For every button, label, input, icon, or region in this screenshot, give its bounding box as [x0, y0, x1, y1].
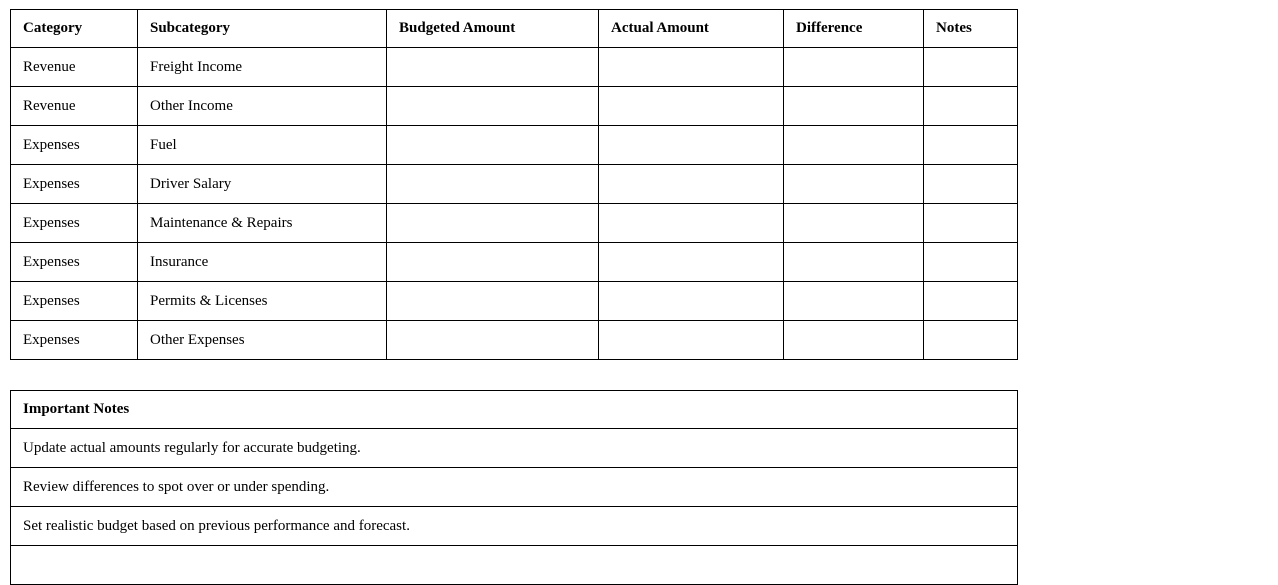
column-header-actual-amount: Actual Amount	[599, 10, 784, 48]
table-row	[11, 87, 1018, 126]
cell-subcategory: Fuel	[138, 126, 387, 165]
cell-budgeted-amount[interactable]	[387, 165, 599, 204]
cell-actual-amount[interactable]	[599, 165, 784, 204]
note-row	[11, 429, 1018, 468]
column-header-difference: Difference	[784, 10, 924, 48]
note-item: Review differences to spot over or under spending.	[11, 468, 1018, 507]
cell-notes[interactable]	[924, 243, 1018, 282]
cell-difference[interactable]	[784, 126, 924, 165]
cell-category: Expenses	[11, 321, 138, 360]
note-row-partial	[11, 546, 1018, 585]
cell-actual-amount[interactable]	[599, 204, 784, 243]
cell-budgeted-amount[interactable]	[387, 204, 599, 243]
cell-category: Expenses	[11, 126, 138, 165]
cell-actual-amount[interactable]	[599, 48, 784, 87]
cell-actual-amount[interactable]	[599, 243, 784, 282]
cell-budgeted-amount[interactable]	[387, 126, 599, 165]
cell-category: Expenses	[11, 165, 138, 204]
cell-budgeted-amount[interactable]	[387, 87, 599, 126]
cell-notes[interactable]	[924, 165, 1018, 204]
note-item-empty	[11, 546, 1018, 585]
notes-title: Important Notes	[11, 391, 1018, 429]
column-header-budgeted-amount: Budgeted Amount	[387, 10, 599, 48]
note-row	[11, 468, 1018, 507]
cell-subcategory: Driver Salary	[138, 165, 387, 204]
cell-category: Expenses	[11, 282, 138, 321]
cell-notes[interactable]	[924, 87, 1018, 126]
cell-subcategory: Insurance	[138, 243, 387, 282]
notes-table	[10, 390, 1018, 585]
cell-category: Expenses	[11, 243, 138, 282]
cell-actual-amount[interactable]	[599, 282, 784, 321]
cell-notes[interactable]	[924, 282, 1018, 321]
cell-difference[interactable]	[784, 321, 924, 360]
column-header-notes: Notes	[924, 10, 1018, 48]
table-row	[11, 243, 1018, 282]
note-item: Update actual amounts regularly for accurate budgeting.	[11, 429, 1018, 468]
cell-category: Revenue	[11, 87, 138, 126]
cell-notes[interactable]	[924, 126, 1018, 165]
table-row	[11, 48, 1018, 87]
note-row	[11, 507, 1018, 546]
cell-subcategory: Other Expenses	[138, 321, 387, 360]
column-header-subcategory: Subcategory	[138, 10, 387, 48]
cell-actual-amount[interactable]	[599, 126, 784, 165]
cell-category: Revenue	[11, 48, 138, 87]
cell-difference[interactable]	[784, 204, 924, 243]
cell-budgeted-amount[interactable]	[387, 243, 599, 282]
note-item: Set realistic budget based on previous performance and forecast.	[11, 507, 1018, 546]
cell-budgeted-amount[interactable]	[387, 48, 599, 87]
cell-budgeted-amount[interactable]	[387, 321, 599, 360]
table-row	[11, 126, 1018, 165]
cell-actual-amount[interactable]	[599, 87, 784, 126]
cell-notes[interactable]	[924, 48, 1018, 87]
cell-budgeted-amount[interactable]	[387, 282, 599, 321]
budget-table-header-row	[11, 10, 1018, 48]
budget-table	[10, 9, 1018, 360]
cell-difference[interactable]	[784, 48, 924, 87]
notes-table-header-row	[11, 391, 1018, 429]
cell-category: Expenses	[11, 204, 138, 243]
cell-actual-amount[interactable]	[599, 321, 784, 360]
cell-difference[interactable]	[784, 243, 924, 282]
table-row	[11, 282, 1018, 321]
table-row	[11, 321, 1018, 360]
cell-subcategory: Other Income	[138, 87, 387, 126]
cell-subcategory: Maintenance & Repairs	[138, 204, 387, 243]
cell-notes[interactable]	[924, 321, 1018, 360]
cell-subcategory: Permits & Licenses	[138, 282, 387, 321]
cell-difference[interactable]	[784, 282, 924, 321]
cell-subcategory: Freight Income	[138, 48, 387, 87]
cell-notes[interactable]	[924, 204, 1018, 243]
cell-difference[interactable]	[784, 165, 924, 204]
table-row	[11, 204, 1018, 243]
cell-difference[interactable]	[784, 87, 924, 126]
column-header-category: Category	[11, 10, 138, 48]
table-row	[11, 165, 1018, 204]
